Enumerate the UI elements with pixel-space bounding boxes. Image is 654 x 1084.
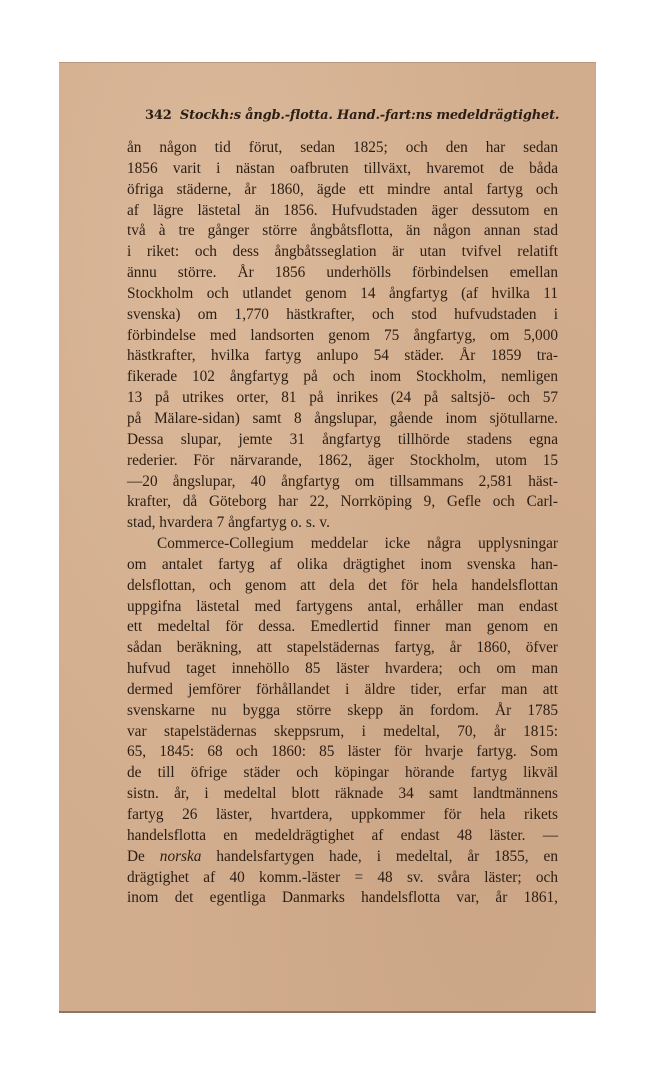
text-line: ett medeltal för dessa. Emedlertid finner man genom en bbox=[127, 618, 558, 636]
text-line: af lägre lästetal än 1856. Hufvudstaden äger dessutom en bbox=[127, 201, 558, 219]
text-line-with-emphasis bbox=[127, 847, 558, 868]
text-line: inom det egentliga Danmarks handelsflotta var, år 1861, bbox=[127, 889, 558, 907]
text-line: hästkrafter, hvilka fartyg anlupo 54 städer. År 1859 tra- bbox=[127, 347, 558, 365]
text-line: fartyg 26 läster, hvartdera, uppkommer för hela rikets bbox=[127, 806, 558, 823]
text-line: uppgifna lästetal med fartygens antal, erhåller man endast bbox=[127, 597, 558, 615]
text-line: —20 ångslupar, 40 ångfartyg om tillsammans 2,581 häst- bbox=[127, 472, 558, 490]
text-line: 65, 1845: 68 och 1860: 85 läster för hvarje fartyg. Som bbox=[127, 743, 558, 761]
text-line: i riket: och dess ångbåtsseglation är utan tvifvel relatift bbox=[127, 243, 558, 261]
text-line: 13 på utrikes orter, 81 på inrikes (24 på saltsjö- och 57 bbox=[127, 389, 558, 407]
text-line: dermed jemförer förhållandet i äldre tider, erfar man att bbox=[127, 680, 558, 698]
body-text bbox=[127, 138, 558, 909]
text-line: två à tre gånger större ångbåtsflotta, än någon annan stad bbox=[127, 222, 558, 240]
text-line: svenskarne nu bygga större skepp än fordom. År 1785 bbox=[127, 701, 558, 719]
emphasized-word: norska bbox=[159, 847, 202, 865]
text-line: ån någon tid förut, sedan 1825; och den har sedan bbox=[127, 139, 558, 156]
text-line: på Mälare-sidan) samt 8 ångslupar, gående inom sjötullarne. bbox=[127, 409, 558, 427]
running-head bbox=[145, 108, 575, 123]
text-line: ännu större. År 1856 underhölls förbindelsen emellan bbox=[127, 264, 558, 282]
text-line: var stapelstädernas skeppsrum, i medeltal, 70, år 1815: bbox=[127, 722, 558, 740]
running-head-title: Stockh:s ångb.-flotta. Hand.-fart:ns medeldrägtighet. bbox=[179, 108, 560, 123]
text-line: drägtighet af 40 komm.-läster = 48 sv. svåra läster; och bbox=[127, 868, 558, 886]
scanned-book-page bbox=[59, 62, 596, 1013]
line-prefix: De bbox=[127, 847, 160, 865]
text-line: sistn. år, i medeltal blott räknade 34 samt landtmännens bbox=[127, 785, 558, 803]
text-line: förbindelse med landsorten genom 75 ångfartyg, om 5,000 bbox=[127, 326, 558, 344]
text-line: hufvud taget innehöllo 85 läster hvardera; och om man bbox=[127, 660, 558, 678]
text-line: fikerade 102 ångfartyg på och inom Stockholm, nemligen bbox=[127, 368, 558, 386]
text-line: delsflottan, och genom att dela det för hela handelsflottan bbox=[127, 576, 558, 594]
text-line: 1856 varit i nästan oafbruten tillväxt, hvaremot de båda bbox=[127, 159, 558, 177]
page-number: 342 bbox=[145, 108, 172, 123]
text-line: Stockholm och utlandet genom 14 ångfartyg (af hvilka 11 bbox=[127, 284, 558, 302]
text-line: de till öfrige städer och köpingar hörande fartyg likväl bbox=[127, 764, 558, 782]
line-suffix: handelsfartygen hade, i medeltal, år 1855, en bbox=[201, 847, 558, 865]
text-line: Dessa slupar, jemte 31 ångfartyg tillhörde stadens egna bbox=[127, 430, 558, 448]
text-line: sådan beräkning, att stapelstädernas fartyg, år 1860, öfver bbox=[127, 639, 558, 657]
text-line: svenska) om 1,770 hästkrafter, och stod hufvudstaden i bbox=[127, 305, 558, 323]
text-line: om antalet fartyg af olika drägtighet inom svenska han- bbox=[127, 555, 558, 573]
text-line: krafter, då Göteborg har 22, Norrköping 9, Gefle och Carl- bbox=[127, 493, 558, 511]
paragraph-end-line: stad, hvardera 7 ångfartyg o. s. v. bbox=[127, 514, 330, 532]
text-line: öfriga städerne, år 1860, ägde ett mindre antal fartyg och bbox=[127, 180, 558, 198]
text-line: handelsflotta en medeldrägtighet af endast 48 läster. — bbox=[127, 826, 558, 844]
text-line: rederier. För närvarande, 1862, äger Stockholm, utom 15 bbox=[127, 451, 558, 469]
paragraph-start-line: Commerce-Collegium meddelar icke några upplysningar bbox=[157, 535, 558, 553]
